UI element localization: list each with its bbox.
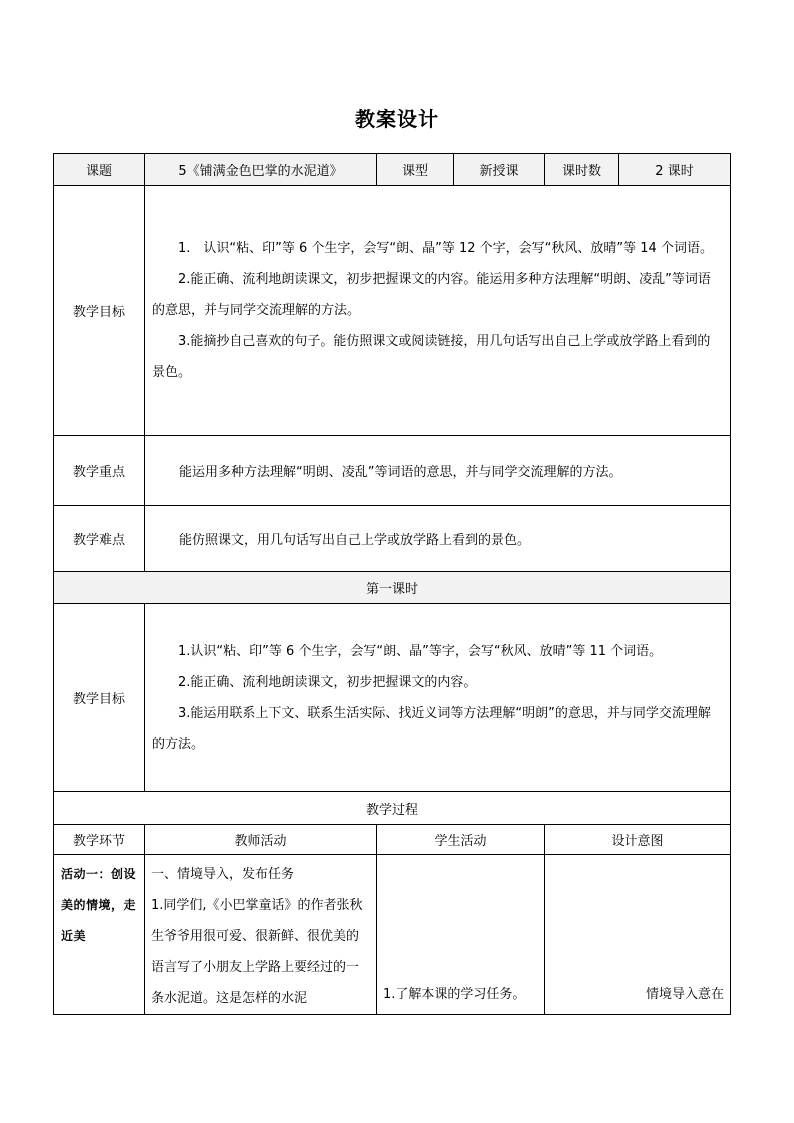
goals-label: 教学目标 xyxy=(54,186,145,436)
lesson1-heading: 第一课时 xyxy=(54,572,731,604)
lesson1-goals-row xyxy=(54,604,731,792)
column-header-intent: 设计意图 xyxy=(545,825,731,855)
difficulties-text: 能仿照课文，用几句话写出自己上学或放学路上看到的景色。 xyxy=(145,506,731,572)
difficulties-label: 教学难点 xyxy=(54,506,145,572)
column-header-stage: 教学环节 xyxy=(54,825,145,855)
course-label: 课题 xyxy=(54,154,145,186)
teacher-step-heading: 一、情境导入，发布任务 xyxy=(151,867,295,882)
goals-row xyxy=(54,186,731,436)
key-points-text: 能运用多种方法理解“明朗、凌乱”等词语的意思，并与同学交流理解的方法。 xyxy=(145,436,731,506)
goal-item: 2.能正确、流利地朗读课文，初步把握课文的内容。能运用多种方法理解“明朗、凌乱”等词语的意思，并与同学交流理解的方法。 xyxy=(152,272,711,318)
activity-stage: 活动一：创设美的情境，走近美 xyxy=(54,855,145,1015)
teacher-step-text: 1.同学们,《小巴掌童话》的作者张秋生爷爷用很可爱、很新鲜、很优美的语言写了小朋友上学路上要经过的一条水泥道。这是怎样的水泥 xyxy=(151,898,363,1006)
activity-row xyxy=(54,855,731,1015)
lesson1-heading-row xyxy=(54,572,731,604)
lesson-plan-table xyxy=(53,153,731,1015)
goal-item: 1. 认识“粘、印”等 6 个生字，会写“朗、晶”等 12 个字，会写“秋风、放晴”等 14 个词语。 xyxy=(178,241,713,256)
design-intent: 情境导入意在 xyxy=(545,855,731,1015)
difficulties-row xyxy=(54,506,731,572)
lesson1-goals-label: 教学目标 xyxy=(54,604,145,792)
type-label: 课型 xyxy=(377,154,454,186)
process-heading: 教学过程 xyxy=(54,792,731,825)
column-header-student: 学生活动 xyxy=(377,825,545,855)
lesson1-goals-content xyxy=(145,604,731,792)
lesson1-goal-item: 1.认识“粘、印”等 6 个生字，会写“朗、晶”等字，会写“秋风、放晴”等 11 个词语。 xyxy=(178,643,663,659)
course-value: 5《铺满金色巴掌的水泥道》 xyxy=(145,154,377,186)
key-points-row xyxy=(54,436,731,506)
column-header-teacher: 教师活动 xyxy=(145,825,377,855)
teacher-activity xyxy=(145,855,377,1015)
hours-value: 2 课时 xyxy=(619,154,731,186)
hours-label: 课时数 xyxy=(545,154,619,186)
document-title: 教案设计 xyxy=(355,107,439,131)
goal-item: 3.能摘抄自己喜欢的句子。能仿照课文或阅读链接，用几句话写出自己上学或放学路上看到的景色。 xyxy=(152,334,711,380)
process-columns-row xyxy=(54,825,731,855)
process-heading-row xyxy=(54,792,731,825)
header-row xyxy=(54,154,731,186)
lesson1-goal-item: 3.能运用联系上下文、联系生活实际、找近义词等方法理解“明朗”的意思，并与同学交流理解的方法。 xyxy=(152,705,711,752)
goals-content xyxy=(145,186,731,436)
lesson1-goal-item: 2.能正确、流利地朗读课文，初步把握课文的内容。 xyxy=(178,674,477,690)
student-activity: 1.了解本课的学习任务。 xyxy=(377,855,545,1015)
type-value: 新授课 xyxy=(454,154,545,186)
key-points-label: 教学重点 xyxy=(54,436,145,506)
